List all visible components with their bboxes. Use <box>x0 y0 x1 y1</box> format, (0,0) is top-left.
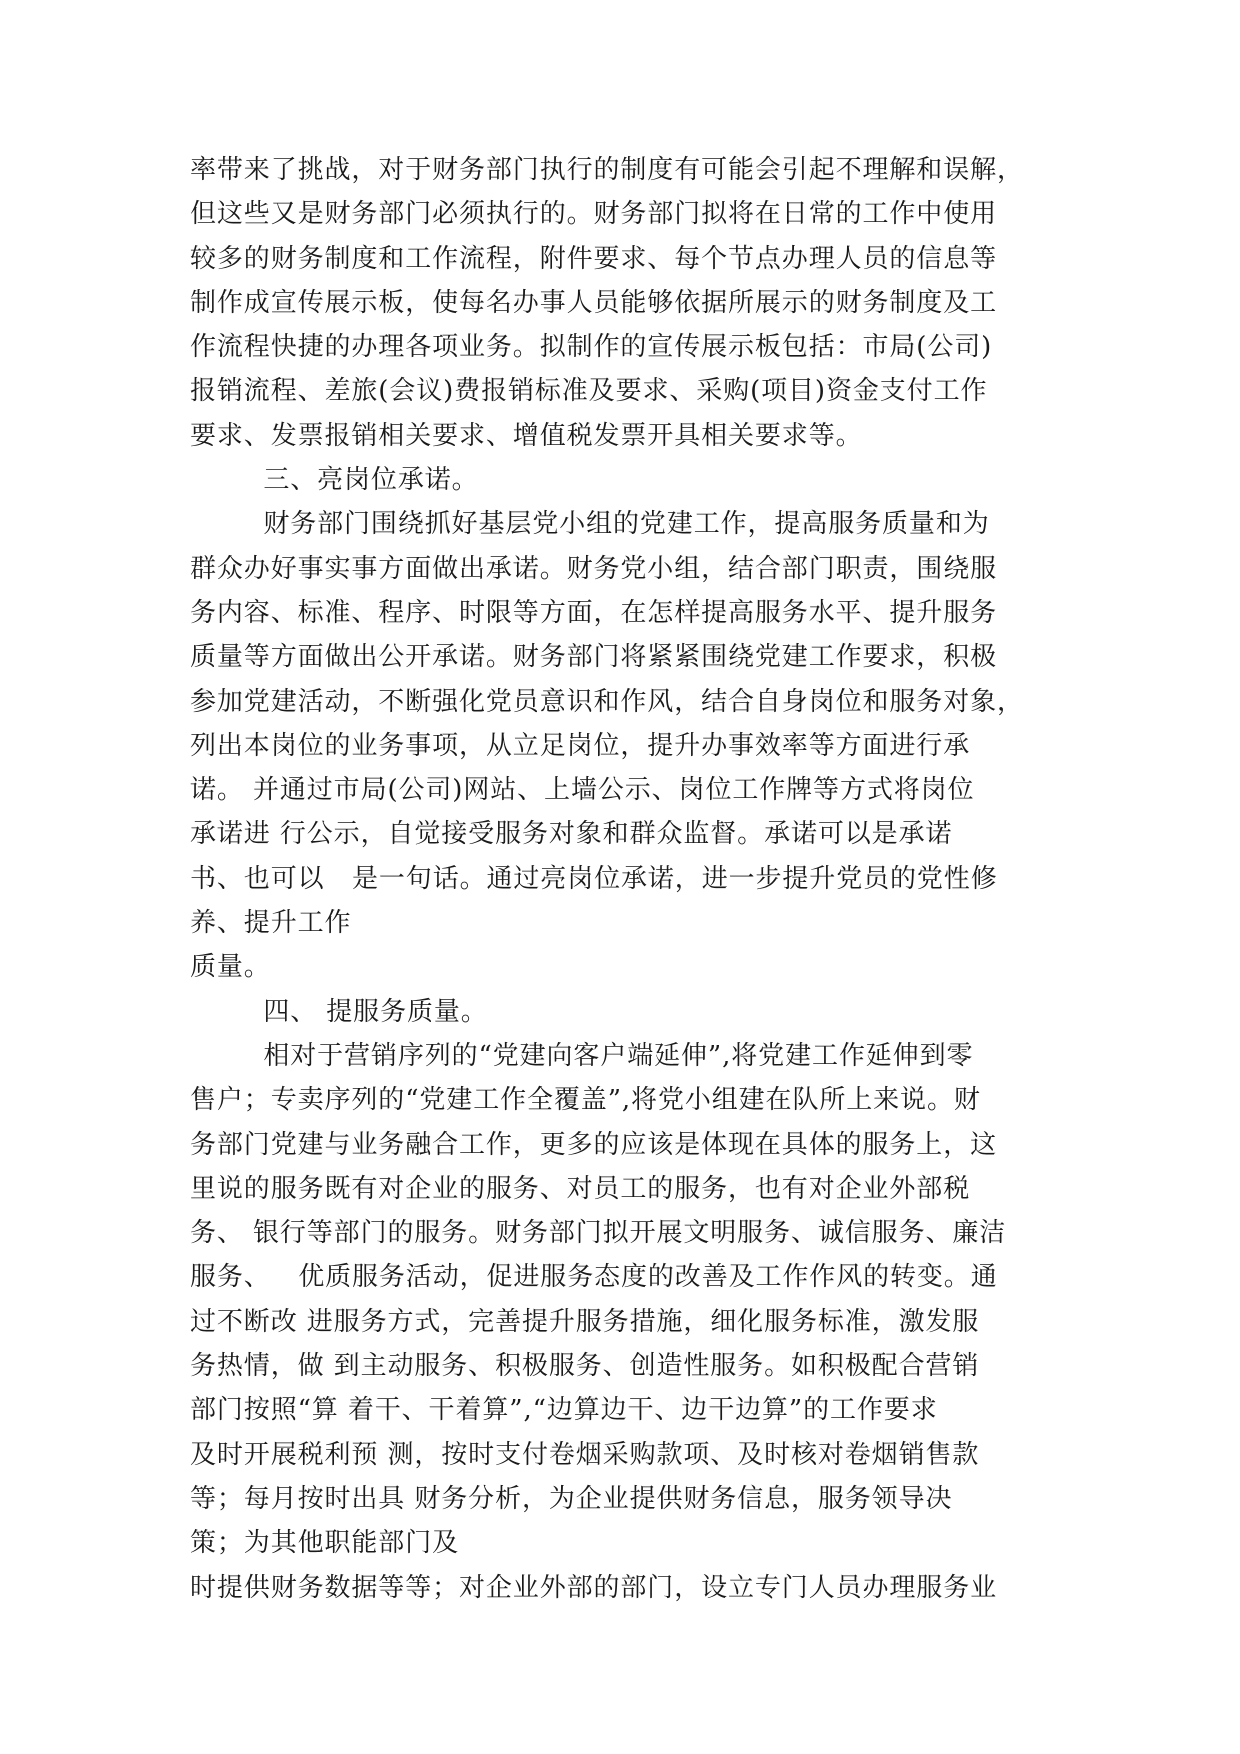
section-heading: 四、 提服务质量。 <box>190 996 488 1027</box>
text-line: 参加党建活动，不断强化党员意识和作风，结合自身岗位和服务对象， <box>190 686 1024 717</box>
text-line: 策；为其他职能部门及 <box>190 1528 460 1559</box>
section-heading: 三、亮岗位承诺。 <box>190 465 479 496</box>
text-line: 养、提升工作 <box>190 908 352 939</box>
text-line: 务部门党建与业务融合工作，更多的应该是体现在具体的服务上，这 <box>190 1129 998 1160</box>
text-line: 书、也可以 是一句话。通过亮岗位承诺，进一步提升党员的党性修 <box>190 863 998 894</box>
text-line: 部门按照“算 着干、干着算”,“边算边干、边干边算”的工作要求 <box>190 1395 938 1426</box>
text-line: 及时开展税利预 测，按时支付卷烟采购款项、及时核对卷烟销售款 <box>190 1439 980 1470</box>
text-line: 相对于营销序列的“党建向客户端延伸”,将党建工作延伸到零 <box>190 1040 974 1071</box>
text-line: 服务、 优质服务活动，促进服务态度的改善及工作作风的转变。通 <box>190 1262 998 1293</box>
text-line: 承诺进 行公示，自觉接受服务对象和群众监督。承诺可以是承诺 <box>190 819 953 850</box>
text-line: 但这些又是财务部门必须执行的。财务部门拟将在日常的工作中使用 <box>190 199 998 230</box>
text-line: 等；每月按时出具 财务分析，为企业提供财务信息，服务领导决 <box>190 1483 953 1514</box>
text-line: 务内容、标准、程序、时限等方面，在怎样提高服务水平、提升服务 <box>190 597 998 628</box>
text-line: 率带来了挑战，对于财务部门执行的制度有可能会引起不理解和误解， <box>190 155 1024 185</box>
text-line: 要求、发票报销相关要求、增值税发票开具相关要求等。 <box>190 420 863 451</box>
text-line: 作流程快捷的办理各项业务。拟制作的宣传展示板包括：市局(公司) <box>190 332 993 363</box>
text-line: 较多的财务制度和工作流程，附件要求、每个节点办理人员的信息等 <box>190 243 998 274</box>
text-line: 里说的服务既有对企业的服务、对员工的服务，也有对企业外部税 <box>190 1173 971 1204</box>
text-line: 列出本岗位的业务事项，从立足岗位，提升办事效率等方面进行承 <box>190 730 971 761</box>
text-line: 务热情，做 到主动服务、积极服务、创造性服务。如积极配合营销 <box>190 1351 980 1382</box>
text-line: 质量等方面做出公开承诺。财务部门将紧紧围绕党建工作要求，积极 <box>190 642 998 673</box>
text-line: 务、 银行等部门的服务。财务部门拟开展文明服务、诚信服务、廉洁 <box>190 1218 1007 1249</box>
text-line: 质量。 <box>190 952 271 983</box>
text-line: 诺。 并通过市局(公司)网站、上墙公示、岗位工作牌等方式将岗位 <box>190 775 975 806</box>
text-line: 制作成宣传展示板，使每名办事人员能够依据所展示的财务制度及工 <box>190 287 998 318</box>
text-line: 报销流程、差旅(会议)费报销标准及要求、采购(项目)资金支付工作 <box>190 376 988 407</box>
text-line: 时提供财务数据等等；对企业外部的部门，设立专门人员办理服务业 <box>190 1572 998 1603</box>
text-line: 过不断改 进服务方式，完善提升服务措施，细化服务标准，激发服 <box>190 1306 980 1337</box>
document-body <box>190 148 1070 1610</box>
text-line: 财务部门围绕抓好基层党小组的党建工作，提高服务质量和为 <box>190 509 990 540</box>
text-line: 群众办好事实事方面做出承诺。财务党小组，结合部门职责，围绕服 <box>190 553 998 584</box>
text-line: 售户；专卖序列的“党建工作全覆盖”,将党小组建在队所上来说。财 <box>190 1085 981 1116</box>
